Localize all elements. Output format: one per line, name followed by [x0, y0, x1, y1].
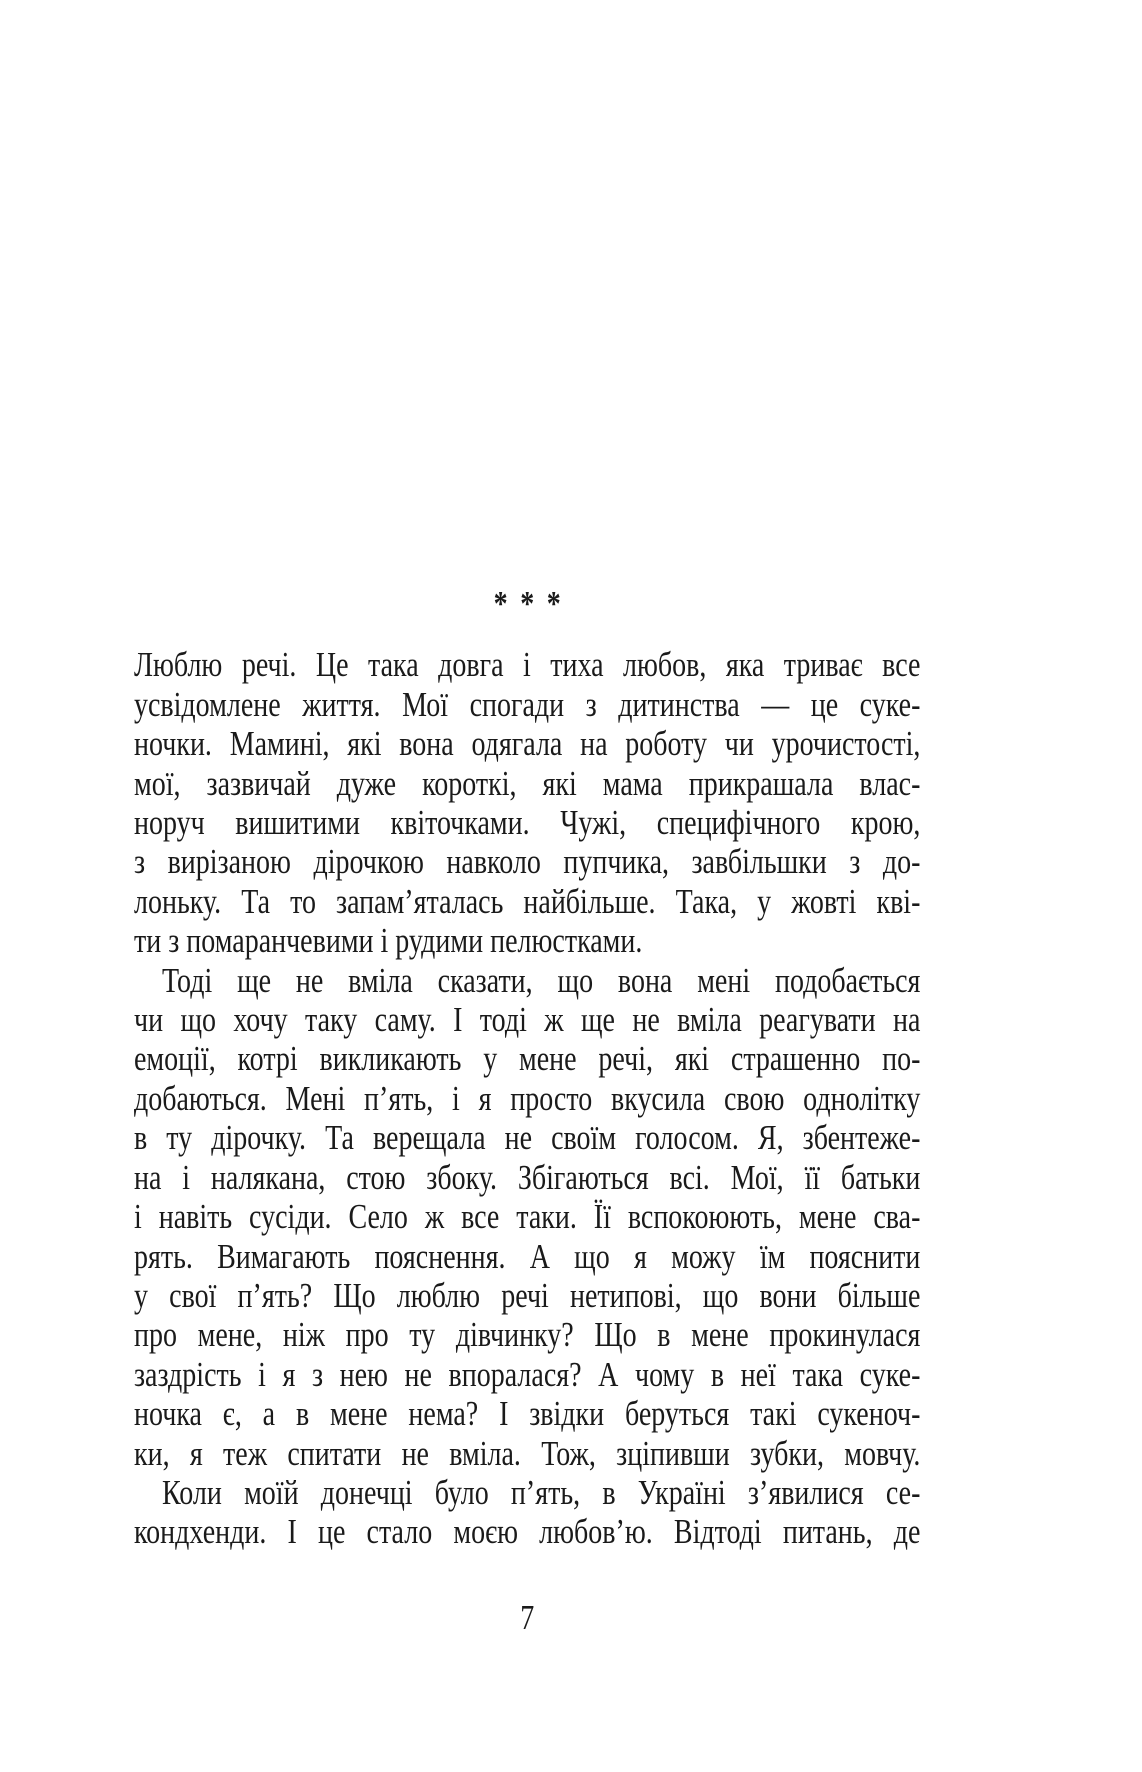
text-line: ки, я теж спитати не вміла. Тож, зціпивши зубки, мовчу. — [134, 1433, 921, 1473]
text-line: кондхенди. І це стало моєю любов’ю. Відтоді питань, де — [134, 1512, 921, 1552]
text-line: добаються. Мені п’ять, і я просто вкусила свою однолітку — [134, 1078, 921, 1118]
text-line: ночка є, а в мене нема? І звідки беруться такі сукеноч- — [134, 1394, 921, 1434]
text-line: в ту дірочку. Та верещала не своїм голосом. Я, збентеже- — [134, 1118, 921, 1158]
text-line: емоції, котрі викликають у мене речі, які страшенно по- — [134, 1039, 921, 1079]
text-line: лоньку. Та то запам’яталась найбільше. Така, у жовті кві- — [134, 881, 921, 921]
text-line: про мене, ніж про ту дівчинку? Що в мене прокинулася — [134, 1315, 921, 1355]
text-line: усвідомлене життя. Мої спогади з дитинства — це суке- — [134, 684, 921, 724]
section-separator: * * * — [493, 584, 564, 623]
text-line: норуч вишитими квіточками. Чужі, специфічного крою, — [134, 803, 921, 843]
text-line: мої, зазвичай дуже короткі, які мама прикрашала влас- — [134, 763, 921, 803]
text-line: чи що хочу таку саму. І тоді ж ще не вміла реагувати на — [134, 1000, 921, 1040]
paragraph — [134, 645, 920, 960]
text-line: Тоді ще не вміла сказати, що вона мені подобається — [162, 960, 921, 1000]
page-number: 7 — [520, 1597, 535, 1637]
text-line: на і налякана, стою збоку. Збігаються всі. Мої, її батьки — [134, 1157, 921, 1197]
text-line: у свої п’ять? Що люблю речі нетипові, що вони більше — [134, 1275, 921, 1315]
text-line: з вирізаною дірочкою навколо пупчика, завбільшки з до- — [134, 842, 921, 882]
text-line: ночки. Мамині, які вона одягала на роботу чи урочистості, — [134, 724, 921, 764]
text-line: Люблю речі. Це така довга і тиха любов, яка триває все — [134, 645, 921, 685]
text-line: ти з помаранчевими і рудими пелюстками. — [134, 921, 643, 961]
paragraph — [134, 961, 920, 1473]
book-page-text-block — [134, 584, 920, 1637]
text-line: і навіть сусіди. Село ж все таки. Її вспокоюють, мене сва- — [134, 1197, 921, 1237]
paragraph — [134, 1473, 920, 1552]
text-line: заздрість і я з нею не впоралася? А чому в неї така суке- — [134, 1354, 921, 1394]
text-line: Коли моїй донечці було п’ять, в Україні з’явилися се- — [162, 1472, 921, 1512]
text-line: рять. Вимагають пояснення. А що я можу їм пояснити — [134, 1236, 921, 1276]
